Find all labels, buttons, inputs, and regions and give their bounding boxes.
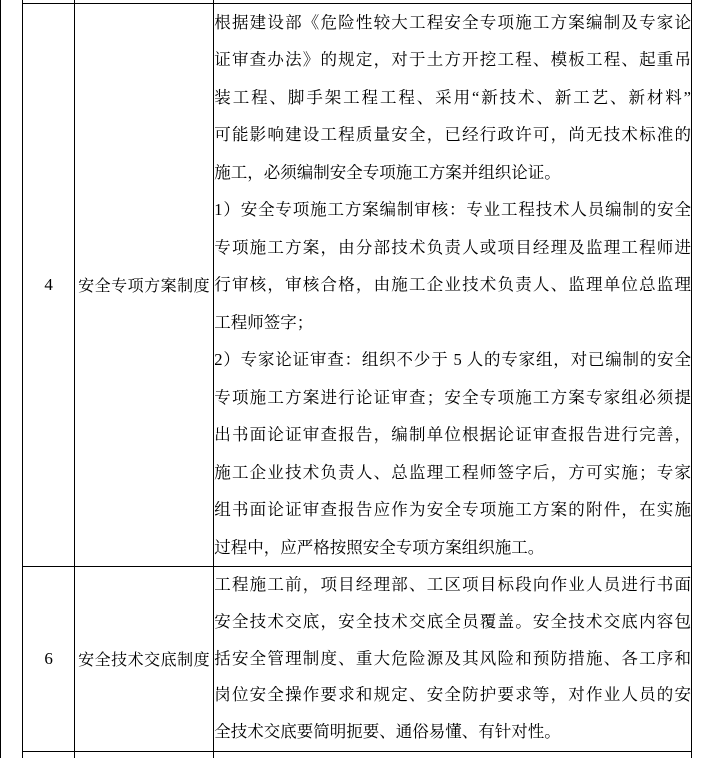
row-number-cell: 6 xyxy=(23,567,75,752)
text-line: 施工企业技术负责人、总监理工程师签字后，方可实施；专家 xyxy=(214,462,691,482)
text-line: 组书面论证审查报告应作为安全专项施工方案的附件，在实施 xyxy=(214,500,691,519)
partial-cell xyxy=(75,751,214,758)
text-line: 证审查办法》的规定，对于土方开挖工程、模板工程、起重吊 xyxy=(214,50,691,69)
row-number-cell: 4 xyxy=(23,3,75,567)
partial-cell xyxy=(23,751,75,758)
cut-left-merged-cell xyxy=(1,0,23,758)
table-row xyxy=(1,567,692,752)
system-name-cell: 安全专项方案制度 xyxy=(75,3,214,567)
text-line: 过程中，应严格按照安全专项方案组织施工。 xyxy=(214,537,545,557)
text-line: 工程施工前，项目经理部、工区项目标段向作业人员进行书面 xyxy=(214,575,691,594)
text-line: 出书面论证审查报告，编制单位根据论证审查报告进行完善， xyxy=(214,425,691,444)
text-line: 根据建设部《危险性较大工程安全专项施工方案编制及专家论 xyxy=(214,12,691,32)
text-line: 专项施工方案进行论证审查；安全专项施工方案专家组必须提 xyxy=(214,387,691,407)
system-name-cell: 安全技术交底制度 xyxy=(75,567,214,752)
table-row xyxy=(1,3,692,567)
text-line: 括安全管理制度、重大危险源及其风险和预防措施、各工序和 xyxy=(214,648,691,668)
text-line: 可能影响建设工程质量安全，已经行政许可，尚无技术标准的 xyxy=(214,125,691,144)
text-line: 专项施工方案，由分部技术负责人或项目经理及监理工程师进 xyxy=(214,237,691,257)
text-line: 装工程、脚手架工程工程、采用“新技术、新工艺、新材料” xyxy=(214,87,691,107)
system-description-cell xyxy=(214,3,692,567)
text-line: 行审核，审核合格，由施工企业技术负责人、监理单位总监理 xyxy=(214,275,691,294)
text-line: 2）专家论证审查：组织不少于 5 人的专家组，对已编制的安全 xyxy=(214,350,691,369)
system-description-cell xyxy=(214,567,692,752)
text-line: 安全技术交底，安全技术交底全员覆盖。安全技术交底内容包 xyxy=(214,611,691,631)
partial-cell xyxy=(214,751,692,758)
text-line: 施工，必须编制安全专项施工方案并组织论证。 xyxy=(214,162,561,182)
text-line: 全技术交底要简明扼要、通俗易懂、有针对性。 xyxy=(214,722,561,742)
text-line: 1）安全专项施工方案编制审核：专业工程技术人员编制的安全 xyxy=(214,200,691,219)
partial-row-bottom xyxy=(1,751,692,758)
text-line: 工程师签字； xyxy=(214,312,314,332)
text-line: 岗位安全操作要求和规定、安全防护要求等，对作业人员的安 xyxy=(214,685,691,705)
